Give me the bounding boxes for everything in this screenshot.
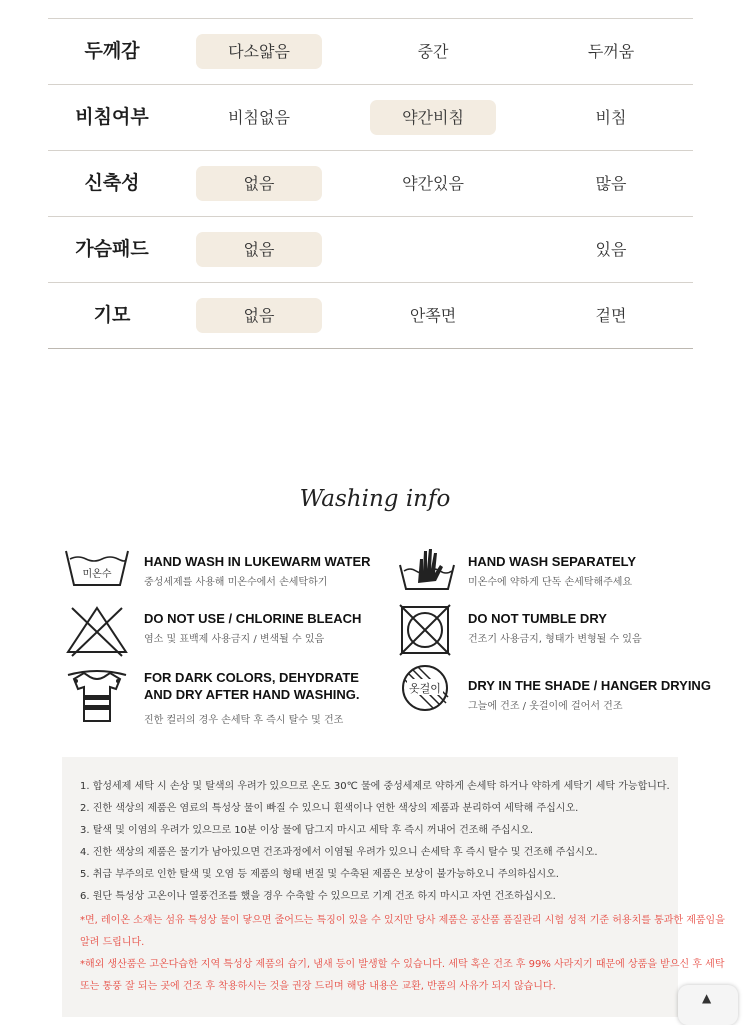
washing-item-desc: 건조기 사용금지, 형태가 변형될 수 있음 [468, 634, 642, 645]
property-option: 있음 [595, 240, 627, 259]
property-label: 신축성 [84, 172, 140, 194]
property-option-selected: 없음 [196, 298, 322, 333]
property-option: 두꺼움 [587, 42, 635, 61]
property-label: 기모 [93, 304, 131, 326]
washing-info-title: Washing info [299, 486, 451, 512]
scroll-top-button[interactable] [678, 985, 738, 1025]
hand-wash-lukewarm-icon [62, 545, 132, 591]
notice-line: 4. 진한 색상의 제품은 물기가 남아있으면 건조과정에서 이염될 우려가 있으니 손세탁 후 즉시 탈수 및 건조해 주십시오. [80, 847, 598, 858]
washing-item-title: HAND WASH IN LUKEWARM WATER [144, 554, 371, 569]
property-label: 두께감 [84, 40, 140, 62]
property-option-selected: 없음 [196, 166, 322, 201]
property-row-brushed [48, 283, 693, 349]
property-row-thickness [48, 19, 693, 85]
no-chlorine-bleach-icon [62, 604, 132, 658]
washing-item-title: DO NOT TUMBLE DRY [468, 611, 607, 626]
property-option-selected: 없음 [196, 232, 322, 267]
washing-item-title-line2: AND DRY AFTER HAND WASHING. [144, 687, 360, 702]
property-option: 겉면 [595, 306, 627, 325]
dehydrate-dry-icon [62, 663, 132, 727]
washing-item-title: DO NOT USE / CHLORINE BLEACH [144, 611, 362, 626]
notice-red-line: 또는 통풍 잘 되는 곳에 건조 후 착용하시는 것을 권장 드리며 해당 내용은 교환, 반품의 사유가 되지 않습니다. [80, 981, 556, 992]
property-option: 중간 [417, 42, 449, 61]
property-row-sheerness [48, 85, 693, 151]
product-property-table [48, 18, 693, 349]
washing-item-desc: 중성세제를 사용해 미온수에서 손세탁하기 [144, 577, 328, 588]
washing-notice-box [62, 757, 725, 1017]
notice-red-line: *면, 레이온 소재는 섬유 특성상 물이 닿으면 줄어드는 특징이 있을 수 있지만 당사 제품은 공산품 품질관리 시험 성적 기준 허용치를 통과한 제품임을 [80, 915, 725, 926]
property-label: 가슴패드 [75, 238, 149, 260]
washing-item-title: FOR DARK COLORS, DEHYDRATE [144, 670, 359, 685]
property-option: 많음 [595, 174, 627, 193]
property-option: 안쪽면 [409, 306, 457, 325]
washing-item-title: HAND WASH SEPARATELY [468, 554, 637, 569]
washing-item-title: DRY IN THE SHADE / HANGER DRYING [468, 678, 711, 693]
notice-line: 6. 원단 특성상 고온이나 열풍건조를 했을 경우 수축할 수 있으므로 기계 건조 하지 마시고 자연 건조하십시오. [80, 891, 556, 902]
hand-wash-separately-icon [396, 545, 458, 593]
notice-red-line: *해외 생산품은 고온다습한 지역 특성상 제품의 습기, 냄새 등이 발생할 수 있습니다. 세탁 혹은 건조 후 99% 사라지기 때문에 상품을 받으신 후 세탁 [80, 959, 725, 970]
notice-red-line: 알려 드립니다. [80, 937, 145, 948]
property-option: 비침 [595, 108, 627, 127]
property-row-bra-pad [48, 217, 693, 283]
washing-item-desc: 염소 및 표백제 사용금지 / 변색될 수 있음 [144, 634, 325, 645]
property-option: 약간있음 [402, 174, 464, 193]
washing-item-desc: 미온수에 약하게 단독 손세탁해주세요 [468, 577, 633, 588]
chevron-up-icon: ▲ [702, 991, 712, 1005]
property-option [370, 232, 496, 267]
property-option-selected: 다소얇음 [196, 34, 322, 69]
no-tumble-dry-icon [396, 604, 458, 658]
hanger-shade-dry-icon [396, 663, 458, 717]
property-row-stretch [48, 151, 693, 217]
icon-label: 미온수 [82, 569, 112, 580]
notice-line: 1. 합성세제 세탁 시 손상 및 탈색의 우려가 있으므로 온도 30℃ 물에 중성세제로 약하게 손세탁 하거나 약하게 세탁기 세탁 가능합니다. [80, 781, 670, 792]
notice-line: 5. 취급 부주의로 인한 탈색 및 오염 등 제품의 형태 변질 및 수축된 제품은 보상이 불가능하오니 주의하십시오. [80, 869, 559, 880]
washing-item-desc: 진한 컬러의 경우 손세탁 후 즉시 탈수 및 건조 [144, 715, 344, 726]
property-option: 비침없음 [228, 108, 290, 127]
property-option-selected: 약간비침 [370, 100, 496, 135]
notice-line: 2. 진한 색상의 제품은 염료의 특성상 물이 빠질 수 있으니 흰색이나 연한 색상의 제품과 분리하여 세탁해 주십시오. [80, 803, 579, 814]
washing-item-desc: 그늘에 건조 / 옷걸이에 걸어서 건조 [468, 701, 623, 712]
property-label: 비침여부 [75, 106, 149, 128]
notice-line: 3. 탈색 및 이염의 우려가 있으므로 10분 이상 물에 담그지 마시고 세탁 후 즉시 꺼내어 건조해 주십시오. [80, 825, 534, 836]
icon-label: 옷걸이 [409, 682, 441, 695]
